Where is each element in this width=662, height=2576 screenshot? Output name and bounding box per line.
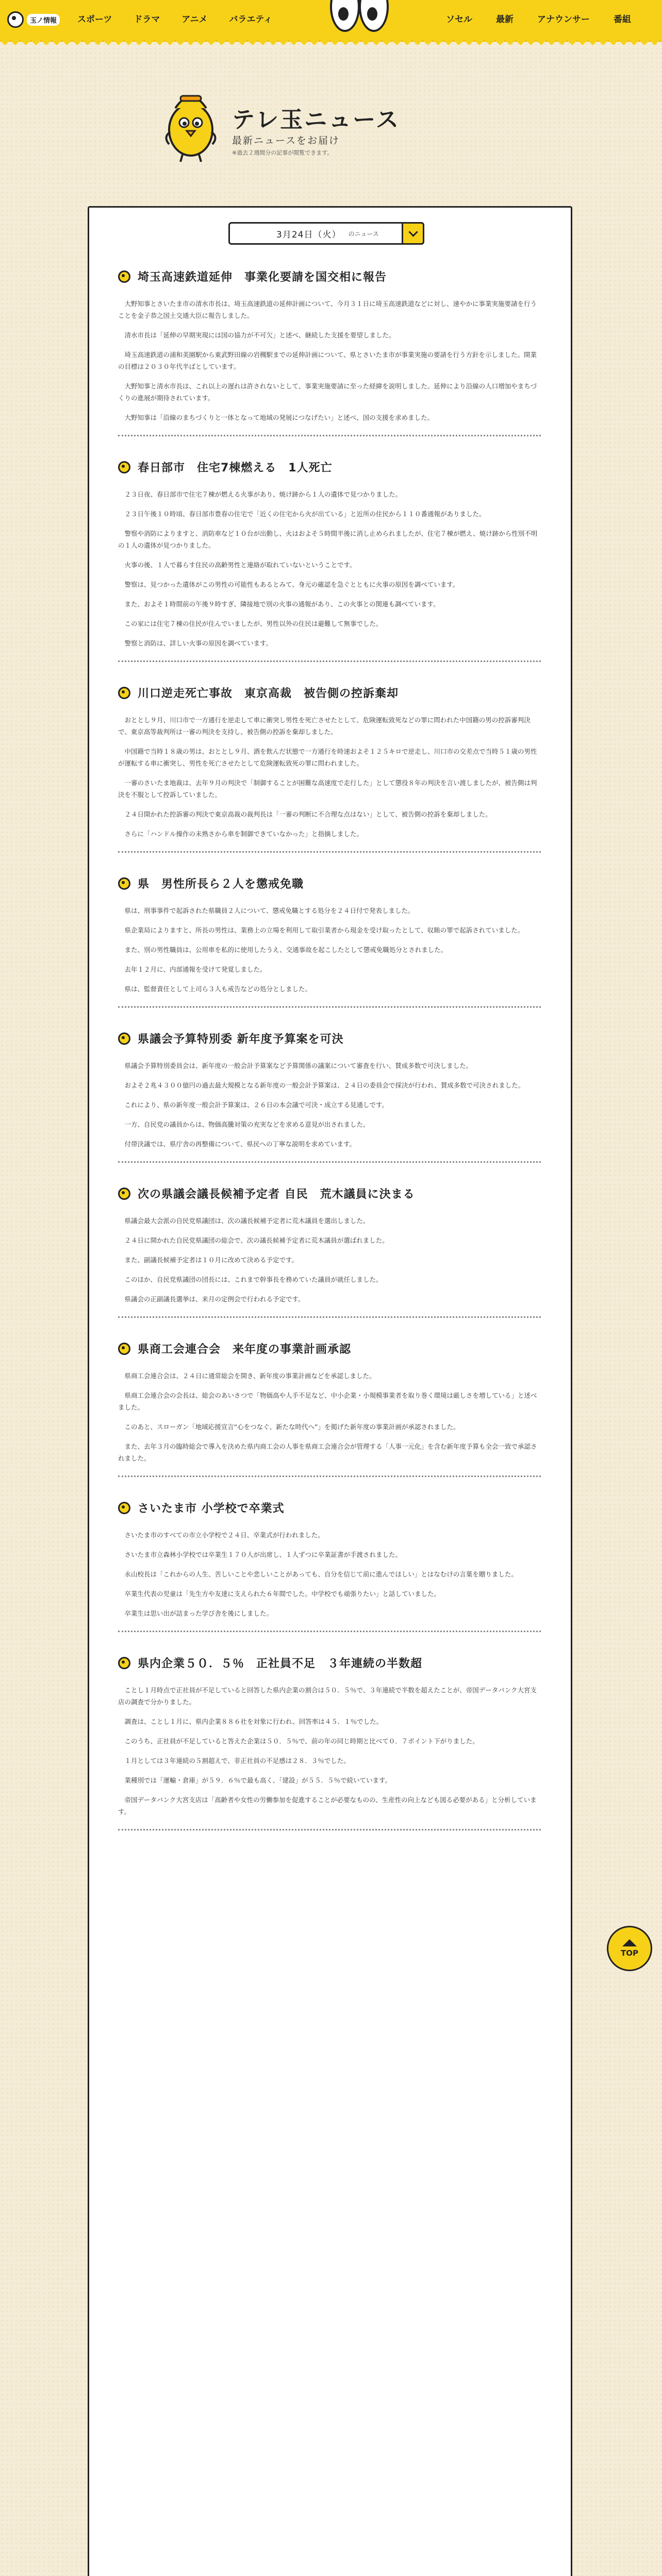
- article-paragraph: ２４日開かれた控訴審の判決で東京高裁の裁判長は「一審の判断に不合理な点はない」として、被告側の控訴を棄却しました。: [124, 810, 492, 818]
- site-header: [0, 0, 662, 42]
- article-title: [118, 459, 541, 475]
- logo-eye-icon: [7, 11, 24, 28]
- article-title: [118, 1030, 541, 1046]
- article-paragraph: さらに「ハンドル操作の未熟さから車を制御できていなかった」と指摘しました。: [124, 830, 363, 838]
- article-paragraph: 一審のさいたま地裁は、去年９月の判決で「制御することが困難な高速度で走行した」として懲役８年の判決を言い渡しましたが、被告側は判決を不服として控訴していました。: [118, 779, 537, 799]
- article-paragraph: 中国籍で当時１８歳の男は、おととし９月、酒を飲んだ状態で一方通行を時速およそ１２５キロで逆走し、川口市の交差点で当時５１歳の男性が運転する車に衝突し、男性を死亡させたとして危険運転致死の罪に問われました。: [118, 748, 537, 767]
- news-article: [118, 875, 541, 1008]
- article-paragraph: また、およそ１時間前の午後９時すぎ、隣接地で別の火事の通報があり、この火事との関連も調べています。: [124, 600, 440, 608]
- hero: [160, 88, 490, 165]
- article-paragraph: 県議会最大会派の自民党県議団は、次の議長候補予定者に荒木議員を選出しました。: [124, 1217, 370, 1225]
- article-title-text: 次の県議会議長候補予定者 自民 荒木議員に決まる: [138, 1188, 415, 1201]
- page-subtitle: 最新ニュースをお届け: [232, 135, 340, 146]
- article-title: [118, 685, 541, 701]
- article-paragraph: このほか、自民党県議団の団長には、これまで幹事長を務めていた議員が就任しました。: [124, 1276, 383, 1283]
- article-paragraph: 県議会の正副議長選挙は、来月の定例会で行われる予定です。: [124, 1295, 305, 1303]
- article-title: [118, 875, 541, 891]
- header-zigzag-border: [0, 40, 662, 50]
- page-top-button[interactable]: [607, 1926, 652, 1971]
- title-bullet-icon: [118, 687, 130, 699]
- article-paragraph: また、副議長候補予定者は１０月に改めて決める予定です。: [124, 1256, 299, 1264]
- article-title: [118, 1500, 541, 1516]
- nav-item-programs[interactable]: 番組: [614, 14, 631, 25]
- article-title-text: 県 男性所長ら２人を懲戒免職: [138, 878, 304, 891]
- article-title: [118, 1655, 541, 1671]
- news-article: [118, 1030, 541, 1163]
- article-paragraph: 去年１２月に、内部通報を受けて発覚しました。: [124, 965, 267, 973]
- news-article: [118, 1185, 541, 1318]
- nav-item-social[interactable]: ソセル: [446, 14, 472, 25]
- up-arrow-icon: [622, 1939, 637, 1946]
- article-title-text: 川口逆走死亡事故 東京高裁 被告側の控訴棄却: [138, 687, 399, 700]
- date-select-suffix: のニュース: [348, 230, 379, 238]
- article-title-text: 埼玉高速鉄道延伸 事業化要請を国交相に報告: [138, 271, 387, 284]
- article-paragraph: ２４日に開かれた自民党県議団の総会で、次の議長候補予定者に荒木議員が選ばれました。: [124, 1236, 389, 1244]
- page-top-label: TOP: [621, 1948, 638, 1958]
- article-title-text: 県商工会連合会 来年度の事業計画承認: [138, 1343, 352, 1356]
- page-note: ※過去２週間分の記事が閲覧できます。: [232, 149, 333, 156]
- article-paragraph: 警察は、見つかった遺体がこの男性の可能性もあるとみて、身元の確認を急ぐとともに火事の原因を調べています。: [124, 581, 459, 588]
- nav-item-latest[interactable]: 最新: [496, 14, 514, 25]
- news-article: [118, 685, 541, 853]
- article-paragraph: このあと、スローガン「地域応援宣言“心をつなぐ、新たな時代へ”」を掲げた新年度の事業計画が承認されました。: [124, 1423, 460, 1431]
- article-divider: [118, 1631, 541, 1632]
- article-paragraph: 卒業生代表の児童は「先生方や友達に支えられた６年間でした。中学校でも頑張りたい」と話していました。: [124, 1590, 441, 1598]
- article-paragraph: 卒業生は思い出が詰まった学び舎を後にしました。: [124, 1609, 273, 1617]
- article-divider: [118, 1006, 541, 1008]
- title-bullet-icon: [118, 1657, 130, 1669]
- article-title: [118, 268, 541, 284]
- mascot-eyes-icon: [330, 0, 387, 33]
- article-divider: [118, 1829, 541, 1831]
- article-paragraph: 清水市長は「延伸の早期実現には国の協力が不可欠」と述べ、継続した支援を要望しました。: [124, 331, 395, 339]
- title-bullet-icon: [118, 461, 130, 473]
- article-paragraph: 帝国データバンク大宮支店は「高齢者や女性の労働参加を促進することが必要なものの、生産性の向上なども図る必要がある」と分析しています。: [118, 1796, 537, 1816]
- article-title: [118, 1341, 541, 1357]
- article-paragraph: 一方、自民党の議員からは、物価高騰対策の充実などを求める意見が出されました。: [124, 1121, 370, 1128]
- site-logo[interactable]: [7, 7, 60, 32]
- article-paragraph: さいたま市立森林小学校では卒業生１７０人が出席し、１人ずつに卒業証書が手渡されました。: [124, 1551, 402, 1558]
- article-paragraph: 県は、刑事事件で起訴された県職員２人について、懲戒免職とする処分を２４日付で発表しました。: [124, 907, 415, 914]
- article-paragraph: ことし１月時点で正社員が不足していると回答した県内企業の割合は５０．５％で、３年連続で半数を超えたことが、帝国データバンク大宮支店の調査で分かりました。: [118, 1686, 537, 1706]
- article-title-text: 県議会予算特別委 新年度予算案を可決: [138, 1033, 344, 1046]
- news-article: [118, 1655, 541, 1831]
- title-bullet-icon: [118, 1188, 130, 1200]
- article-paragraph: 埼玉高速鉄道の浦和美園駅から東武野田線の岩槻駅までの延伸計画について、県とさいたま市が事業実施の要請を行う方針を示しました。開業の目標は２０３０年代半ばとしています。: [118, 351, 537, 370]
- article-title-text: 春日部市 住宅7棟燃える 1人死亡: [138, 462, 333, 474]
- news-panel: [88, 206, 572, 2576]
- title-bullet-icon: [118, 1343, 130, 1355]
- article-paragraph: 火事の後、１人で暮らす住民の高齢男性と連絡が取れていないということです。: [124, 561, 356, 569]
- article-paragraph: これにより、県の新年度一般会計予算案は、２６日の本会議で可決・成立する見通しです。: [124, 1101, 389, 1109]
- nav-item-drama[interactable]: ドラマ: [134, 14, 160, 25]
- logo-text: 玉ノ情報: [27, 14, 60, 26]
- article-paragraph: 大野知事は「沿線のまちづくりと一体となって地域の発展につなげたい」と述べ、国の支援を求めました。: [124, 414, 434, 421]
- mascot-bird-icon: [160, 88, 222, 165]
- article-title: [118, 1185, 541, 1201]
- date-select-value: 3月24日（火）: [276, 229, 341, 240]
- article-paragraph: 県商工会連合会は、２４日に通常総会を開き、新年度の事業計画などを承認しました。: [124, 1372, 376, 1380]
- article-paragraph: 大野知事とさいたま市の清水市長は、埼玉高速鉄道の延伸計画について、今月３１日に埼玉高速鉄道などに対し、速やかに事業実施要請を行うことを金子恭之国土交通大臣に報告しました。: [118, 300, 537, 319]
- page-title: テレ玉ニュース: [232, 107, 400, 133]
- article-paragraph: 永山校長は「これからの人生、苦しいことや悲しいことがあっても、自分を信じて前に進んでほしい」とはなむけの言葉を贈りました。: [124, 1570, 518, 1578]
- article-paragraph: さいたま市のすべての市立小学校で２４日、卒業式が行われました。: [124, 1531, 324, 1539]
- chevron-down-icon: [408, 227, 418, 236]
- article-paragraph: 業種別では「運輸・倉庫」が５９．６％で最も高く、「建設」が５５．５％で続いています。: [124, 1776, 392, 1784]
- article-paragraph: また、去年３月の臨時総会で導入を決めた県内商工会の人事を県商工会連合会が管理する「人事一元化」を含む新年度予算も全会一致で承認されました。: [118, 1443, 537, 1462]
- article-paragraph: およそ２兆４３００億円の過去最大規模となる新年度の一般会計予算案は、２４日の委員会で採決が行われ、賛成多数で可決されました。: [124, 1081, 525, 1089]
- title-bullet-icon: [118, 1032, 130, 1045]
- article-paragraph: 警察と消防は、詳しい火事の原因を調べています。: [124, 639, 273, 647]
- news-article: [118, 268, 541, 436]
- article-title-text: 県内企業５０．５％ 正社員不足 ３年連続の半数超: [138, 1657, 423, 1670]
- nav-item-announcer[interactable]: アナウンサー: [537, 14, 590, 25]
- article-divider: [118, 660, 541, 662]
- article-list: [118, 268, 541, 1853]
- news-article: [118, 1341, 541, 1477]
- date-select-button[interactable]: [402, 222, 424, 245]
- article-paragraph: １月としては３年連続の５割超えで、非正社員の不足感は２８．３％でした。: [124, 1757, 350, 1765]
- title-bullet-icon: [118, 877, 130, 890]
- article-paragraph: ２３日午後１０時頃、春日部市豊春の住宅で「近くの住宅から火が出ている」と近所の住民から１１０番通報がありました。: [124, 510, 486, 518]
- main-nav-left: [77, 9, 294, 30]
- article-divider: [118, 1476, 541, 1477]
- article-divider: [118, 851, 541, 853]
- article-paragraph: 県議会予算特別委員会は、新年度の一般会計予算案など予算関係の議案について審査を行い、賛成多数で可決しました。: [124, 1062, 473, 1070]
- main-nav-right: [422, 9, 631, 30]
- date-select[interactable]: [228, 222, 424, 245]
- news-article: [118, 1500, 541, 1632]
- article-divider: [118, 1161, 541, 1163]
- article-paragraph: 大野知事と清水市長は、これ以上の遅れは許されないとして、事業実施要請に至った経緯を説明しました。延伸により沿線の人口増加やまちづくりの進展が期待されています。: [118, 382, 537, 402]
- article-title-text: さいたま市 小学校で卒業式: [138, 1502, 285, 1515]
- nav-item-sports[interactable]: スポーツ: [77, 14, 112, 25]
- news-article: [118, 459, 541, 662]
- article-paragraph: おととし９月、川口市で一方通行を逆走して車に衝突し男性を死亡させたとして、危険運転致死などの罪に問われた中国籍の男の控訴審判決で、東京高等裁判所は一審の判決を支持し、被告側の控訴を棄却しました。: [118, 716, 531, 736]
- article-paragraph: また、別の男性職員は、公用車を私的に使用したうえ、交通事故を起こしたとして懲戒免職処分とされました。: [124, 946, 448, 954]
- title-bullet-icon: [118, 1502, 130, 1514]
- article-paragraph: 県は、監督責任として上司ら３人も戒告などの処分としました。: [124, 985, 312, 993]
- nav-item-variety[interactable]: バラエティ: [229, 14, 273, 25]
- title-bullet-icon: [118, 270, 130, 283]
- nav-item-anime[interactable]: アニメ: [181, 14, 208, 25]
- article-divider: [118, 1316, 541, 1318]
- article-paragraph: 付帯決議では、県庁舎の再整備について、県民への丁寧な説明を求めています。: [124, 1140, 356, 1148]
- article-paragraph: この家には住宅７棟の住民が住んでいましたが、男性以外の住民は避難して無事でした。: [124, 620, 383, 628]
- article-paragraph: このうち、正社員が不足していると答えた企業は５０．５％で、前の年の同じ時期と比べて０．７ポイント下がりました。: [124, 1737, 479, 1745]
- article-paragraph: 県商工会連合会の会長は、総会のあいさつで「物価高や人手不足など、中小企業・小規模事業者を取り巻く環境は厳しさを増している」と述べました。: [118, 1392, 537, 1411]
- article-paragraph: ２３日夜、春日部市で住宅７棟が燃える火事があり、焼け跡から１人の遺体で見つかりました。: [124, 490, 402, 498]
- article-paragraph: 県企業局によりますと、所長の男性は、業務上の立場を利用して取引業者から現金を受け取ったとして、収賄の罪で起訴されていました。: [124, 926, 524, 934]
- article-divider: [118, 435, 541, 436]
- article-paragraph: 警察や消防によりますと、消防車など１０台が出動し、火はおよそ５時間半後に消し止められましたが、住宅７棟が燃え、焼け跡から性別不明の１人の遺体が見つかりました。: [118, 530, 538, 549]
- article-paragraph: 調査は、ことし１月に、県内企業８８６社を対象に行われ、回答率は４５．１％でした。: [124, 1718, 383, 1725]
